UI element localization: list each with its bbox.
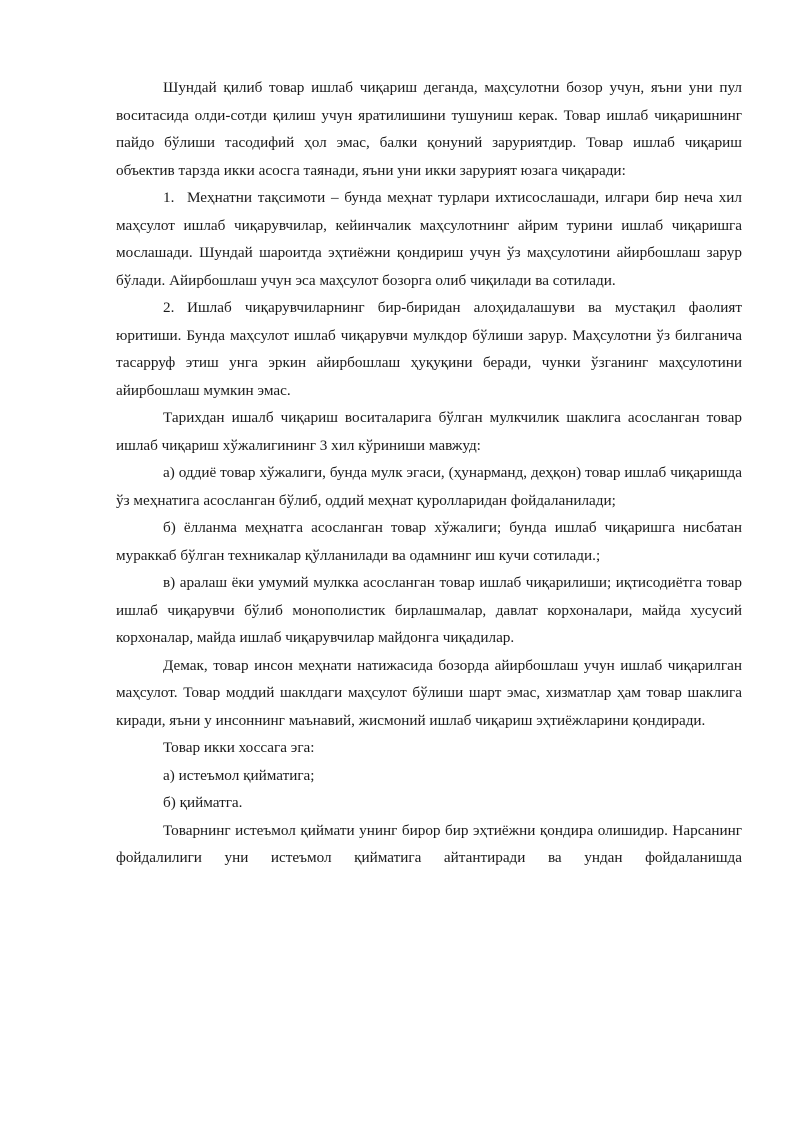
paragraph-intro: Шундай қилиб товар ишлаб чиқариш деганда, маҳсулотни бозор учун, яъни уни пул воситасида олди-сотди қилиш учун яратилишини тушуниш керак. Товар ишлаб чиқаришнинг пайдо бўлиши тасодифий ҳол эмас, балки қонуний заруриятдир. Товар ишлаб чиқариш объектив тарзда икки асосга таянади, яъни уни икки зарурият юзага чиқаради:: [116, 79, 742, 179]
paragraph-history: Тарихдан ишалб чиқариш воситаларига бўлган мулкчилик шаклига асосланган товар ишлаб чиқариш хўжалигининг 3 хил кўриниши мавжуд:: [116, 409, 742, 454]
list-item-2: [116, 294, 742, 404]
paragraph-property-a: а) истеъмол қийматига;: [163, 766, 315, 784]
list-item-text: Ишлаб чиқарувчиларнинг бир-биридан алоҳидалашуви ва мустақил фаолият юритиши. Бунда маҳсулот ишлаб чиқарувчи мулкдор бўлиши зарур. Маҳсулотни ўз билганича тасарруф этиш унга эркин айирбошлаш ҳуқуқини беради, чунки ўзганинг маҳсулотини айирбошлаш мумкин эмас.: [116, 299, 742, 399]
paragraph-type-a: а) оддиё товар хўжалиги, бунда мулк эгаси, (ҳунарманд, деҳқон) товар ишлаб чиқаришда ўз меҳнатига асосланган бўлиб, оддий меҳнат қуролларидан фойдаланилади;: [116, 464, 742, 509]
paragraph-type-b: б) ёлланма меҳнатга асосланган товар хўжалиги; бунда ишлаб чиқаришга нисбатан мураккаб бўлган техникалар қўлланилади ва одамнинг иш кучи сотилади.;: [116, 519, 742, 564]
paragraph-type-v: в) аралаш ёки умумий мулкка асосланган товар ишлаб чиқарилиши; иқтисодиётга товар ишлаб чиқарувчи бўлиб монополистик бирлашмалар, давлат корхоналари, майда хусусий корхоналар, майда ишлаб чиқарувчилар майдонга чиқадилар.: [116, 574, 742, 646]
list-number: 2.: [163, 299, 175, 316]
list-item-text: Меҳнатни тақсимоти – бунда меҳнат турлари ихтисослашади, илгари бир неча хил маҳсулот ишлаб чиқарувчилар, кейинчалик маҳсулотнинг айрим турини ишлаб чиқаришга мослашади. Шундай шароитда эҳтиёжни қондириш учун ўз маҳсулотини айирбошлаш зарур бўлади. Айирбошлаш учун эса маҳсулот бозорга олиб чиқилади ва сотилади.: [116, 189, 742, 289]
document-page: [116, 74, 742, 872]
list-item-1: [116, 184, 742, 294]
paragraph-property-b: б) қийматга.: [163, 794, 243, 811]
paragraph-properties: Товар икки хоссага эга:: [163, 739, 315, 756]
paragraph-use-value: Товарнинг истеъмол қиймати унинг бирор бир эҳтиёжни қондира олишидир. Нарсанинг фойдалилиги уни истеъмол қийматига айтантиради ва ундан фойдаланишда: [116, 821, 742, 866]
list-number: 1.: [163, 189, 175, 206]
paragraph-conclusion: Демак, товар инсон меҳнати натижасида бозорда айирбошлаш учун ишлаб чиқарилган маҳсулот. Товар моддий шаклдаги маҳсулот бўлиши шарт эмас, хизматлар ҳам товар шаклига киради, яъни у инсоннинг маънавий, жисмоний ишлаб чиқариш эҳтиёжларини қондиради.: [116, 656, 742, 729]
